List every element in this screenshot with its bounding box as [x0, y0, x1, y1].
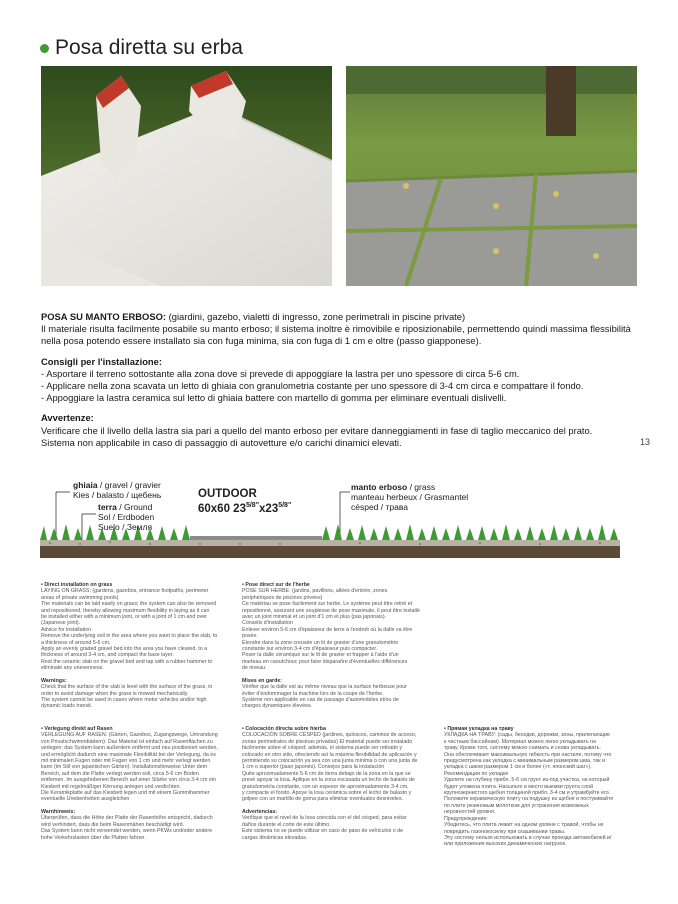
intro-line: nella posa potendo essere installato sia con fuga minima, sia con fuga di 1 cm e oltre (passo giapponese). [41, 335, 482, 347]
column-line: Check that the surface of the slab is level with the surface of the grass, in [41, 684, 213, 691]
column-warn-heading: Warnings: [41, 677, 67, 684]
label-gravel-translations: Kies / balasto / щебень [73, 490, 162, 500]
label-ground-bold: terra [98, 502, 117, 512]
column-line: permitiendo su colocación ya sea con una junta mínima o con una junta de [242, 758, 418, 765]
column-line: verlegen; das System kann außerdem entfernt und neu positioniert werden, [41, 745, 218, 752]
column-line: Système non applicable en cas de passage d'automobiles et/ou de [242, 696, 399, 703]
column-line: périphériques de piscines privées) [242, 594, 323, 601]
label-grass-rest: / grass [407, 482, 436, 492]
column-line: Убедитесь, что плита лежит на одном уровне с травой, чтобы не [444, 822, 604, 829]
label-gravel [73, 480, 161, 500]
intro-line: Il materiale risulta facilmente posabile su manto erboso; il sistema inoltre è rimovibile e riposizionabile, permettendo quindi massima flessibilità [41, 323, 631, 335]
column-line: Remove the underlying soil in the area where you want to place the slab, to [41, 633, 218, 640]
column-line: укладка с швом размером 1 см и более («т. японский шаг»). [444, 764, 592, 771]
column-line: von Privatschwimmbädern): Das Material ist einfach auf Rasenflächen zu [41, 738, 213, 745]
column-line: 1 cm o superior (paso japonés). Consejos para la instalación [242, 764, 385, 771]
label-grass-translations: césped / трава [351, 502, 408, 512]
slab-size-label [198, 502, 291, 515]
column-line: und ermöglicht dadurch eine maximale Flexibilität bei der Verlegung, da es [41, 751, 216, 758]
column-line: thickness of around 3-4 cm, and compact the base layer. [41, 652, 174, 659]
outdoor-label: OUTDOOR [198, 488, 257, 500]
column-warn-heading: Advertencias: [242, 808, 278, 815]
size-sup: 5/8" [245, 502, 260, 509]
column-line: Vérifier que la dalle est au même niveau que la surface herbeuse pour [242, 684, 407, 691]
column-line: entfernen. Im ausgehobenen Bereich auf einer Stärke von circa 3-4 cm ein [41, 777, 216, 784]
column-spanish [242, 726, 437, 841]
column-english [41, 582, 231, 710]
label-ground-rest: / Ground [116, 502, 153, 512]
column-line: Она обеспечивает максимальную гибкость при настиле, потому что [444, 751, 612, 758]
column-line: marteau en caoutchouc pour faire disparaître d'éventuelles différences [242, 658, 408, 665]
column-line: Conseils d'installation [242, 620, 293, 627]
label-grass-bold: manto erboso [351, 482, 408, 492]
italian-description [41, 311, 641, 449]
column-line: Verifique que el nivel de la losa coincida con el del césped, para evitar [242, 815, 407, 822]
column-line: mit minimalen Fugen oder mit Fugen von 1 cm und mehr verlegt werden [41, 758, 211, 765]
size-x: x23 [259, 502, 279, 515]
column-line: повредить газонокосилку при скашивании травы. [444, 828, 566, 835]
column-line: VERLEGUNG AUF RASEN: (Gärten, Gazebos, Zugangswege, Umrandung [41, 732, 218, 739]
label-gravel-rest: / gravel / gravier [97, 480, 161, 490]
column-line: Рекомендации по укладке [444, 770, 509, 777]
label-grass-translations: manteau herbeux / Grasmantel [351, 492, 469, 502]
column-line: LAYING ON GRASS: (gardens, gazebos, entrance footpaths, perimeter [41, 588, 209, 595]
column-line: charges dynamiques élevées. [242, 703, 313, 710]
page-number: 13 [640, 437, 651, 447]
column-line: (Japanese joint). [41, 620, 81, 627]
column-line: golpee con un martillo de goma para eliminar eventuales desniveles. [242, 796, 404, 803]
label-ground [98, 502, 154, 532]
label-ground-translations: Sol / Erdboden [98, 512, 155, 522]
column-line: prevé apoyar la losa. Aplique en la zona excavada un lecho de balasto de [242, 777, 415, 784]
column-warn-heading: Mises en garde: [242, 677, 283, 684]
column-line: Das System kann nicht verwendet werden, wenn PKWs und/oder andere [41, 828, 213, 835]
installation-diagram [40, 478, 640, 568]
column-line: eliminate any unevenness. [41, 665, 104, 672]
column-line: Удалите на глубину прибл. 5-6 см грунт из-под участка, на который [444, 777, 610, 784]
column-line: Ce matériau se pose facilement sur herbe. Le système peut être retiré et [242, 601, 413, 608]
column-line: be installed either with a minimum joint, or with a joint of 1 cm and over [41, 614, 208, 621]
column-line: hohe Verkehrslasten über die Platten fahren. [41, 834, 146, 841]
label-grass [351, 482, 468, 512]
column-line: предусмотрена как укладка с минимальным размером шва, так и [444, 758, 605, 765]
column-line: granulometría constante, con un espesor de aproximadamente 3-4 cm, [242, 783, 409, 790]
column-line: areas of private swimming pools) [41, 594, 119, 601]
page-title [40, 36, 243, 60]
column-line: Эту систему нельзя использовать в случае проезда автомобилей и/ [444, 834, 612, 841]
column-line: Advice for installation [41, 626, 92, 633]
column-line: dynamic loads transit. [41, 703, 93, 710]
label-gravel-bold: ghiaia [73, 480, 98, 490]
column-line: y compacte el fondo. Apoye la losa cerámica sobre el lecho de balasto y [242, 790, 412, 797]
column-line: или приложения высоких динамических нагрузок. [444, 841, 567, 848]
column-line: Este sistema no se puede utilizar en caso de paso de vehículos o de [242, 828, 404, 835]
column-line: Положите керамическую плиту на подушку из щебня и постукивайте [444, 796, 614, 803]
slabs-on-lawn-photo [346, 66, 637, 286]
column-line: к частным бассейнам). Материал можно легко укладывать на [444, 738, 596, 745]
column-line: Überprüfen, dass die Höhe der Platte der Rasenhöhe entspricht, dadurch [41, 815, 213, 822]
intro-lead [41, 311, 641, 323]
intro-lead-bold: POSA SU MANTO ERBOSO: [41, 311, 167, 322]
warning-item: Verificare che il livello della lastra sia pari a quello del manto erboso per evitare danneggiamenti in fase di taglio meccanico del prato. [41, 424, 593, 436]
column-line: Die Keramikplatte auf das Kiesbett legen und mit einem Gummihammer [41, 790, 210, 797]
column-line: The materials can be laid easily on grass; the system can also be removed [41, 601, 217, 608]
column-heading: • Verlegung direkt auf Rasen [41, 726, 113, 732]
column-line: Enlever environ 5-6 cm d'épaisseur de terre à l'endroit où la dalle va être [242, 626, 413, 633]
column-heading: • Pose direct sur de l'herbe [242, 582, 310, 588]
column-german [41, 726, 231, 841]
column-line: Apply an evenly graded gravel bed into the area you have cleared, to a [41, 646, 208, 653]
intro-lead-rest: (giardini, gazebo, vialetti di ingresso, zone perimetrali in piscine private) [166, 311, 466, 322]
column-line: a thickness of around 5-6 cm. [41, 639, 111, 646]
warning-item: Sistema non applicabile in caso di passaggio di autovetture e/o carichi dinamici elevati. [41, 436, 402, 448]
tips-heading: Consigli per l'installazione: [41, 355, 162, 367]
column-line: крупнозернистого щебня толщиной прибл. 3-4 см и утрамбуйте его. [444, 790, 611, 797]
column-line: fácilmente sobre el césped; además, el sistema puede ser retirado y [242, 745, 403, 752]
tip-item: - Appoggiare la lastra ceramica sul letto di ghiaia battere con martello di gomma per eliminare eventuali dislivelli. [41, 392, 507, 404]
column-line: траву. Кроме того, систему можно снимать и снова укладывать. [444, 745, 601, 752]
column-line: posée. [242, 633, 258, 640]
column-line: по плите резиновым молотком для устранения возможных [444, 802, 589, 809]
tip-item: - Asportare il terreno sottostante alla zona dove si prevede di appoggiare la lastra per uno spessore di circa 5-6 cm. [41, 367, 520, 379]
column-line: order to avoid damage when the grass is mowed mechanically. [41, 690, 189, 697]
column-french [242, 582, 437, 710]
column-line: УКЛАДКА НА ТРАВУ: (сады, беседки, дорожки, зоны, прилегающие [444, 732, 610, 739]
column-line: будет уложена плита. Насыпьте в место выемки грунта слой [444, 783, 594, 790]
column-line: and repositioned, thereby allowing maximum flexibility in laying as it can [41, 607, 210, 614]
column-line: wird verhindert, dass die beim Rasenmähen beschädigt wird. [41, 821, 185, 828]
size-main: 60x60 23 [198, 502, 246, 515]
column-line: avec un joint minimal et un joint d'1 cm et plus (pas japonais). [242, 614, 387, 621]
page-title-text: Posa diretta su erba [55, 36, 243, 59]
column-line: Étendre dans la zone creusée un lit de gravier d'une granulométrie [242, 639, 399, 646]
column-line: zonas perimetrales de piscinas privadas) El material puede ser instalado [242, 738, 413, 745]
warnings-heading: Avvertenze: [41, 412, 94, 424]
column-line: Bereich, auf dem die Platte verlegt werden soll, circa 5-6 cm Boden [41, 770, 199, 777]
column-line: éviter d'endommager la machine lors de la coupe de l'herbe. [242, 690, 384, 697]
column-line: daños durante el corte de este último. [242, 821, 331, 828]
column-line: Предупреждение: [444, 815, 488, 822]
column-line: неровностей уровня. [444, 809, 496, 816]
column-line: Kiesbett mit regelmäßiger Körnung anlegen und verdichten. [41, 783, 181, 790]
column-heading: • Прямая укладка на траву [444, 726, 514, 732]
column-line: constante sur environ 3-4 cm d'épaisseur puis compacter. [242, 646, 378, 653]
tip-item: - Applicare nella zona scavata un letto di ghiaia con granulometria costante per uno spessore di 3-4 cm circa e compattare il fondo. [41, 380, 584, 392]
column-line: Rest the ceramic slab on the gravel bed and tap with a rubber hammer to [41, 658, 213, 665]
hands-placing-slab-photo [41, 66, 332, 286]
column-line: Poser la dalle céramique sur le lit de gravier et frapper à l'aide d'un [242, 652, 399, 659]
column-line: de niveau. [242, 665, 267, 672]
column-line: eventuelle Unebenheiten ausgleichen [41, 796, 130, 803]
green-bullet-icon [40, 44, 49, 53]
column-warn-heading: Warnhinweis: [41, 808, 76, 815]
column-line: The system cannot be used in cases where motor vehicles and/or high [41, 696, 207, 703]
column-russian [444, 726, 644, 848]
column-line: Quite aproximadamente 5-6 cm de tierra debajo de la zona en la que se [242, 770, 411, 777]
column-line: colocado en otro sitio, ofreciendo así la máxima flexibilidad de aplicación y [242, 751, 417, 758]
label-ground-translations: Suelo / Земля [98, 522, 153, 532]
column-line: kann (im Stil von japanischen Gärten). Installationshinweise Unter dem [41, 764, 208, 771]
column-line: cargas dinámicas elevadas. [242, 834, 308, 841]
size-sup: 5/8" [278, 502, 292, 509]
column-heading: • Colocación directa sobre hierba [242, 726, 326, 732]
column-line: repositionné, assurant une souplesse de pose maximale, il peut être installé [242, 607, 420, 614]
column-line: COLOCACIÓN SOBRE CÉSPED (jardines, quioscos, caminos de acceso, [242, 732, 417, 739]
column-line: POSE SUR HERBE: (jardins, pavillons, allées d'entrée, zones [242, 588, 388, 595]
column-heading: • Direct installation on grass [41, 582, 113, 588]
